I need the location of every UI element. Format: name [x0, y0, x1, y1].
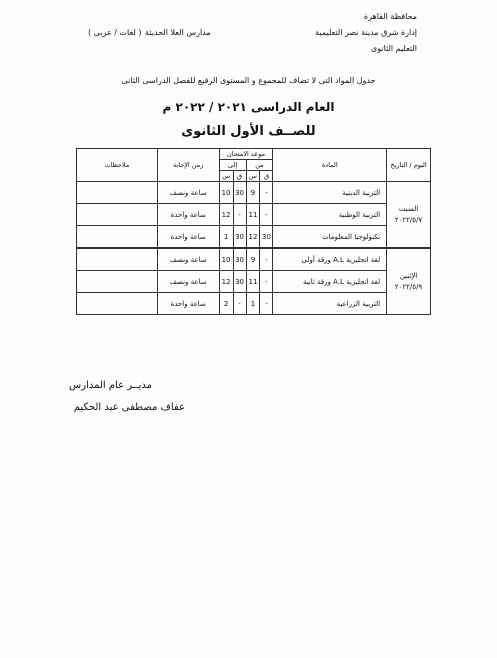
header-day-date: اليوم / التاريخ: [387, 149, 431, 182]
subject-cell: تكنولوجيا المعلومات: [273, 226, 387, 249]
to-q-cell: 30: [233, 271, 246, 293]
notes-cell: [77, 204, 158, 226]
header-unit-q: ق: [233, 171, 246, 182]
subject-cell: لغة انجليزية A.L ورقة أولى: [273, 248, 387, 271]
notes-cell: [77, 293, 158, 315]
notes-cell: [77, 248, 158, 271]
duration-cell: ساعة واحدة: [157, 226, 219, 249]
school-name: مدارس العلا الحديثة: [145, 28, 211, 37]
subject-cell: التربية الوطنية: [273, 204, 387, 226]
to-s-cell: 12: [219, 204, 233, 226]
from-s-cell: 9: [246, 182, 260, 204]
to-s-cell: 10: [219, 182, 233, 204]
table-row: [77, 204, 431, 226]
academic-year: العام الدراسى ٢٠٢١ / ٢٠٢٢ م: [162, 100, 335, 114]
to-s-cell: 10: [219, 248, 233, 271]
day-date-cell: [387, 182, 431, 249]
subject-cell: التربية الدينية: [273, 182, 387, 204]
duration-cell: ساعة واحدة: [157, 204, 219, 226]
to-q-cell: 30: [233, 182, 246, 204]
table-row: [77, 226, 431, 249]
to-s-cell: 1: [219, 226, 233, 249]
duration-cell: ساعة ونصف: [157, 271, 219, 293]
table-row: [77, 182, 431, 204]
from-s-cell: 11: [246, 204, 260, 226]
from-q-cell: -: [260, 204, 273, 226]
to-s-cell: 12: [219, 271, 233, 293]
schedule-description: جدول المواد التى لا تضاف للمجموع و المستوى الرفيع للفصل الدراسى الثانى: [121, 76, 376, 85]
grade-title: للصــف الأول الثانوى: [181, 124, 316, 139]
day-name: الإثنين: [399, 271, 418, 280]
notes-cell: [77, 226, 158, 249]
school-type: ( لغات / عربى ): [88, 28, 142, 37]
header-duration: زمن الإجابة: [157, 149, 219, 182]
from-q-cell: -: [260, 248, 273, 271]
to-q-cell: 30: [233, 248, 246, 271]
governorate-label: محافظة القاهرة: [363, 12, 417, 21]
signature-title: مديــر عام المدارس: [69, 380, 152, 391]
table-row: [77, 248, 431, 271]
from-s-cell: 9: [246, 248, 260, 271]
header-notes: ملاحظات: [77, 149, 158, 182]
from-q-cell: -: [260, 293, 273, 315]
from-q-cell: -: [260, 271, 273, 293]
header-from: من: [246, 160, 273, 171]
education-label: التعليم الثانوى: [371, 44, 417, 53]
to-q-cell: -: [233, 204, 246, 226]
to-q-cell: -: [233, 293, 246, 315]
from-q-cell: -: [260, 182, 273, 204]
duration-cell: ساعة ونصف: [157, 248, 219, 271]
exam-schedule-table: [76, 148, 431, 315]
to-s-cell: 2: [219, 293, 233, 315]
subject-cell: لغة انجليزية A.L ورقة ثانية: [273, 271, 387, 293]
header-exam-time: موعد الامتحان: [219, 149, 273, 160]
duration-cell: ساعة ونصف: [157, 182, 219, 204]
signature-name: عفاف مصطفى عبد الحكيم: [73, 402, 185, 413]
administration-label: إدارة شرق مدينة نصر التعليمية: [315, 28, 417, 37]
day-date: ٢٠٢٢/٥/٧: [394, 215, 423, 224]
header-unit-q: ق: [260, 171, 273, 182]
table-row: [77, 271, 431, 293]
header-unit-s: س: [246, 171, 260, 182]
to-q-cell: 30: [233, 226, 246, 249]
from-s-cell: 12: [246, 226, 260, 249]
duration-cell: ساعة واحدة: [157, 293, 219, 315]
from-q-cell: 30: [260, 226, 273, 249]
header-row: [77, 149, 431, 160]
header-to: إلى: [219, 160, 246, 171]
notes-cell: [77, 271, 158, 293]
day-name: السبت: [398, 204, 419, 213]
header-subject: المادة: [273, 149, 387, 182]
table-row: [77, 293, 431, 315]
notes-cell: [77, 182, 158, 204]
day-date-cell: [387, 248, 431, 315]
from-s-cell: 1: [246, 293, 260, 315]
header-unit-s: س: [219, 171, 233, 182]
day-date: ٢٠٢٢/٥/٩: [394, 282, 423, 291]
subject-cell: التربية الزراعية: [273, 293, 387, 315]
from-s-cell: 11: [246, 271, 260, 293]
